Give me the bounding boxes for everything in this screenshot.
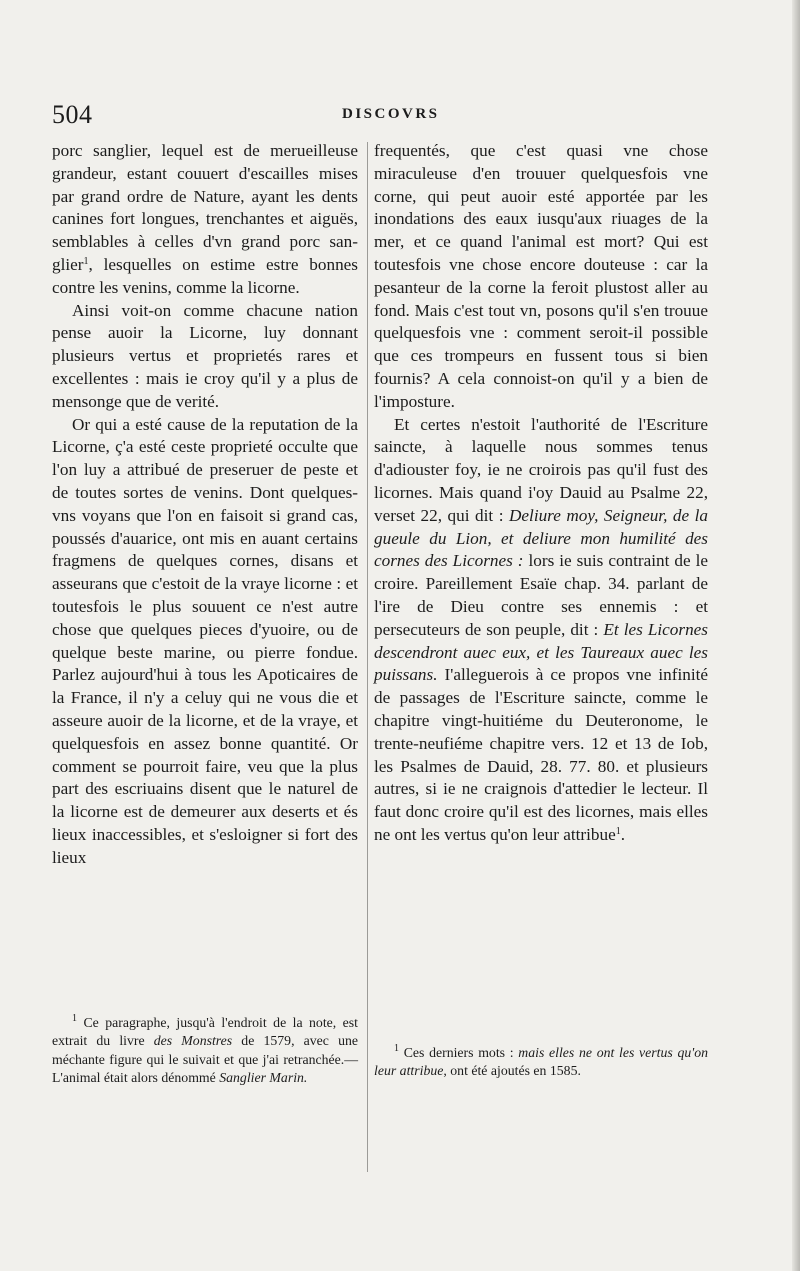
footnote-ref: 1 — [83, 255, 89, 267]
footnote-marker: 1 — [394, 1043, 399, 1054]
running-head: DISCOVRS — [342, 106, 440, 122]
right-paragraph-1: frequentés, que c'est quasi vne chose miraculeuse d'en trouuer quelquesfois vne corne, qui peut auoir esté apportée par les inondations des eaux iusqu'aux riuages de la mer, et ce quand l'animal est mort? Qui est toutesfois vne chose encore douteuse : car la pesanteur de la corne la feroit plustost aller au fond. Mais c'est tout vn, posons qu'il s'en trouue quelquesfois vne : comment seroit-il possible que ces trompeurs en fussent tous si bien fournis? A cela connoist-on qu'il y a bien de l'imposture. — [374, 141, 708, 411]
left-paragraph-2: Ainsi voit-on comme chacune nation pense auoir la Licorne, luy donnant plusieurs vertus et proprietés rares et excellentes : mais ie croy qu'il y a plus de mensonge que de verité. — [52, 300, 358, 411]
right-column — [374, 140, 708, 847]
right-paragraph-2: Et certes n'estoit l'authorité de l'Escriture saincte, à laquelle nous sommes tenus d'adiouster foy, ie ne croirois pas qu'il fust des licornes. Mais quand i'oy Dauid au Psalme 22, verset 22, qui dit : Deliure moy, Seigneur, de la gueule du Lion, et deliure mon humilité des cornes des Licornes : lors ie suis contraint de le croire. Pareillement Esaïe chap. 34. parlant de l'ire de Dieu contre ses ennemis : et persecuteurs de son peuple, dit : Et les Licornes descendront auec eux, et les Taureaux auec les puissans. I'alleguerois à ce propos vne infinité de passages de l'Escriture saincte, comme le chapitre vingt-huitiéme du Deuteronome, le trente-neufiéme chapitre vers. 12 et 13 de Iob, les Psalmes de Dauid, 28. 77. 80. et plusieurs autres, si ie ne craignois d'attedier le lecteur. Il faut donc croire qu'il est des licornes, mais elles ne ont les vertus qu'on leur attribue$^1$. — [374, 414, 708, 844]
footnote-left: $^1$ Ce paragraphe, jusqu'à l'endroit de la note, est extrait du livre des Monstres de 1579, avec une méchante figure qui le suivait et que j'ai retranchée.—L'animal était alors dénommé Sanglier Marin. — [52, 1013, 358, 1086]
page-header — [52, 100, 742, 132]
scripture-quote: Et les Licornes descendront auec eux, et les Taureaux auec les puissans. — [374, 619, 708, 685]
left-column — [52, 140, 358, 870]
footnote-right: $^1$ Ces derniers mots : mais elles ne ont les vertus qu'on leur attribue, ont été ajoutés en 1585. — [374, 1043, 708, 1079]
footnote-marker: 1 — [72, 1013, 77, 1024]
left-paragraph-3: Or qui a esté cause de la reputation de la Licorne, ç'a esté ceste proprieté occulte que l'on luy a attribué de preseruer de peste et de toutes sortes de venins. Dont quelques-vns voyans que l'on en faisoit si grand cas, poussés d'auarice, ont mis en auant certains fragmens de quelques cornes, disans et asseurans que c'estoit de la vraye licorne : et toutesfois le plus souuent ce n'est autre chose que quelques pieces d'yuoire, ou de quelque beste marine, ou pierre fondue. Parlez aujourd'hui à tous les Apoticaires de la France, il n'y a celuy qui ne vous die et asseure auoir de la licorne, et de la vraye, et quelquesfois en assez bonne quantité. Or comment se pourroit faire, veu que la plus part des escriuains disent que le naturel de la licorne est de demeurer aux deserts et és lieux inaccessibles, et s'esloigner si fort des lieux — [52, 414, 358, 867]
footnote-ref: 1 — [615, 825, 621, 837]
page-edge — [792, 0, 800, 1271]
column-divider — [367, 142, 368, 1172]
scripture-quote: Deliure moy, Seigneur, de la gueule du Lion, et deliure mon humilité des cornes des Licornes : — [374, 505, 708, 571]
page-number: 504 — [52, 100, 93, 129]
left-paragraph-1: porc sanglier, lequel est de merueilleuse grandeur, estant couuert d'escailles mises par grand ordre de Nature, ayant les dents canines fort longues, trenchantes et aiguës, semblables à celles d'vn grand porc sanglier$^1$, lesquelles on estime estre bonnes contre les venins, comme la licorne. — [52, 141, 358, 297]
